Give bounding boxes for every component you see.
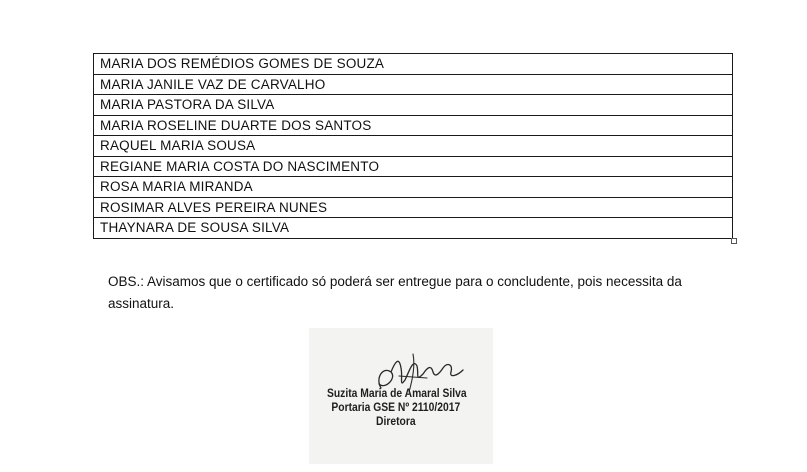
table-row bbox=[94, 136, 733, 157]
name-cell: MARIA PASTORA DA SILVA bbox=[94, 95, 733, 116]
table-row bbox=[94, 197, 733, 218]
names-table bbox=[93, 53, 733, 239]
table-row bbox=[94, 74, 733, 95]
name-cell: MARIA JANILE VAZ DE CARVALHO bbox=[94, 74, 733, 95]
table-row bbox=[94, 156, 733, 177]
table-resize-handle[interactable] bbox=[731, 238, 737, 244]
table-row bbox=[94, 177, 733, 198]
name-cell: MARIA ROSELINE DUARTE DOS SANTOS bbox=[94, 115, 733, 136]
stamp-text bbox=[327, 386, 465, 428]
name-cell: ROSA MARIA MIRANDA bbox=[94, 177, 733, 198]
name-cell: RAQUEL MARIA SOUSA bbox=[94, 136, 733, 157]
name-cell: THAYNARA DE SOUSA SILVA bbox=[94, 218, 733, 239]
table-row bbox=[94, 95, 733, 116]
stamp-role: Diretora bbox=[376, 414, 416, 428]
name-cell: MARIA DOS REMÉDIOS GOMES DE SOUZA bbox=[94, 54, 733, 75]
name-cell: REGIANE MARIA COSTA DO NASCIMENTO bbox=[94, 156, 733, 177]
table-row bbox=[94, 218, 733, 239]
stamp-name: Suzita Maria de Amaral Silva bbox=[327, 386, 467, 400]
note-paragraph: OBS.: Avisamos que o certificado só poderá ser entregue para o concludente, pois necessita da assinatura. bbox=[108, 274, 682, 311]
name-cell: ROSIMAR ALVES PEREIRA NUNES bbox=[94, 197, 733, 218]
signature-stamp bbox=[309, 328, 493, 464]
table-row bbox=[94, 115, 733, 136]
table-row bbox=[94, 54, 733, 75]
stamp-decree: Portaria GSE Nº 2110/2017 bbox=[331, 400, 461, 414]
